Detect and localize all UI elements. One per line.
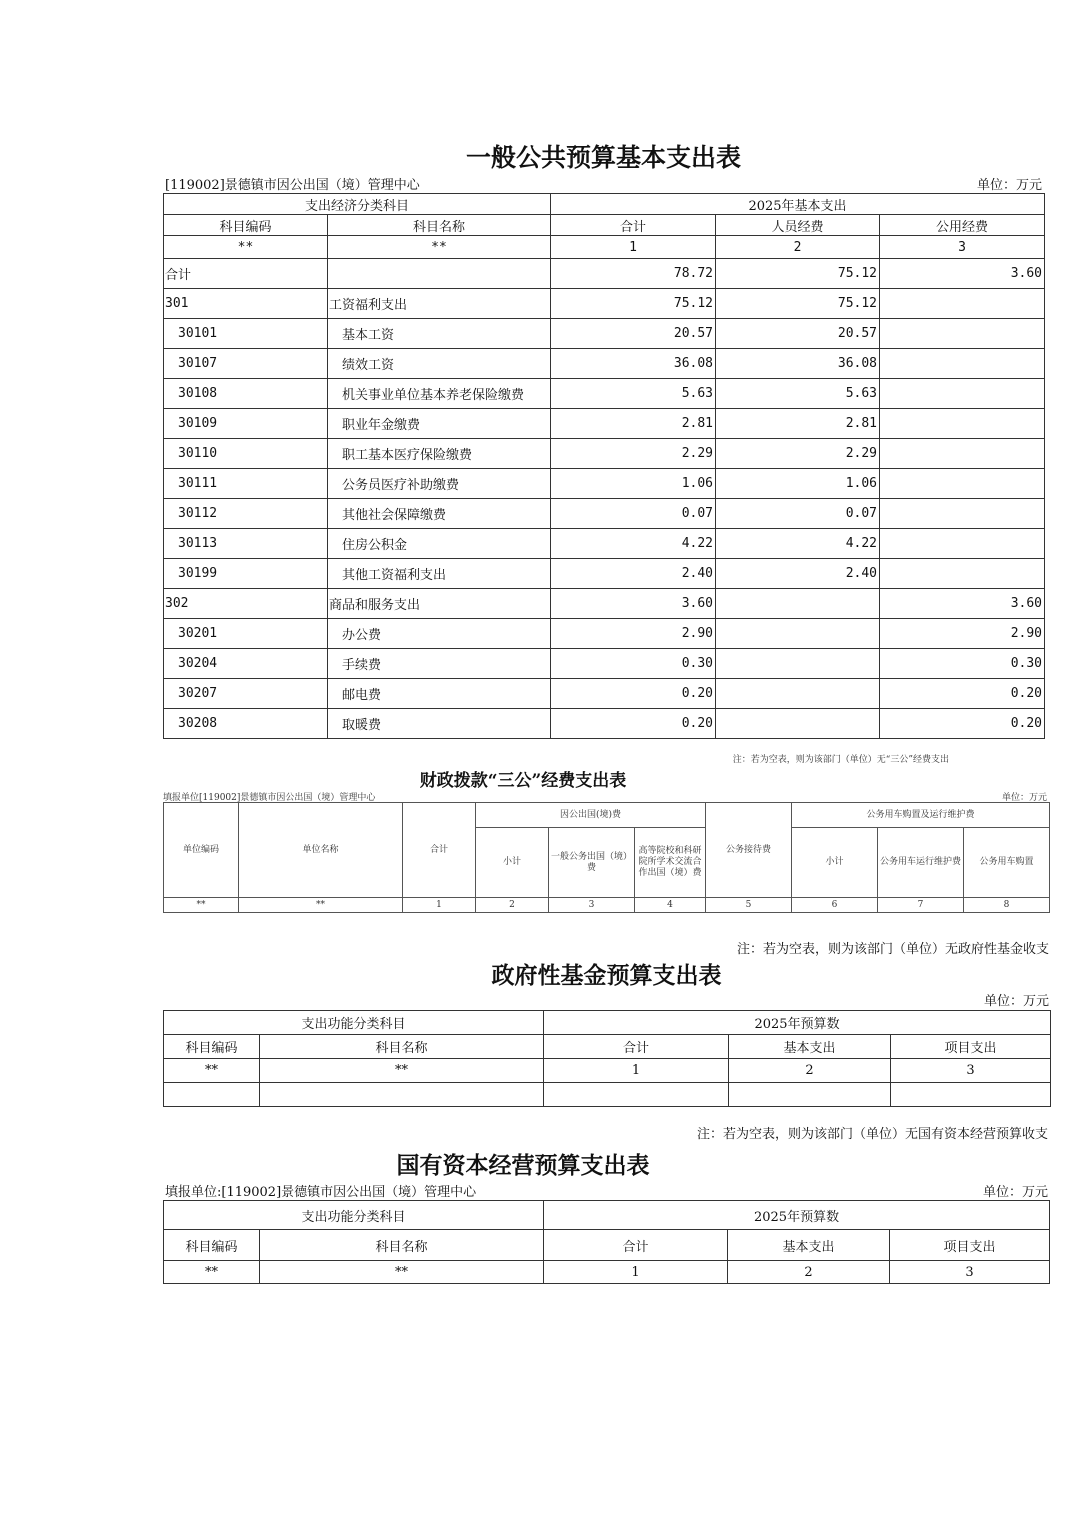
row-code-cell: 30201 bbox=[164, 619, 328, 649]
t4-num-cell: 2 bbox=[728, 1261, 890, 1284]
table-row bbox=[164, 259, 1045, 289]
row-public-cell bbox=[880, 559, 1045, 589]
t1-col-name: 科目名称 bbox=[328, 215, 551, 236]
row-name-cell bbox=[328, 259, 551, 289]
t2-col-academic-abroad: 高等院校和科研院所学术交流合作出国（境）费 bbox=[635, 828, 706, 898]
row-public-cell: 0.30 bbox=[880, 649, 1045, 679]
row-code-cell: 合计 bbox=[164, 259, 328, 289]
t3-empty-cell bbox=[260, 1083, 544, 1107]
row-total-cell: 1.06 bbox=[551, 469, 716, 499]
t1-num-cell: ** bbox=[164, 236, 328, 259]
t2-num-cell: 4 bbox=[635, 898, 706, 913]
row-total-cell: 2.29 bbox=[551, 439, 716, 469]
row-public-cell: 2.90 bbox=[880, 619, 1045, 649]
t4-col-basic: 基本支出 bbox=[728, 1230, 890, 1261]
row-name-cell: 工资福利支出 bbox=[328, 289, 551, 319]
t1-group-left: 支出经济分类科目 bbox=[164, 194, 551, 215]
row-total-cell: 4.22 bbox=[551, 529, 716, 559]
row-name-cell: 职工基本医疗保险缴费 bbox=[328, 439, 551, 469]
t3-group-left: 支出功能分类科目 bbox=[164, 1011, 544, 1035]
row-public-cell bbox=[880, 439, 1045, 469]
t3-empty-cell bbox=[164, 1083, 260, 1107]
row-code-cell: 30208 bbox=[164, 709, 328, 739]
t4-num-cell: 1 bbox=[544, 1261, 728, 1284]
table-row bbox=[164, 499, 1045, 529]
table-row bbox=[164, 709, 1045, 739]
t3-num-cell: 3 bbox=[891, 1059, 1051, 1083]
row-code-cell: 30207 bbox=[164, 679, 328, 709]
t1-num-cell: 2 bbox=[716, 236, 880, 259]
t2-col-reception: 公务接待费 bbox=[706, 803, 792, 898]
row-total-cell: 0.20 bbox=[551, 679, 716, 709]
t1-col-public: 公用经费 bbox=[880, 215, 1045, 236]
t1-num-cell: ** bbox=[328, 236, 551, 259]
row-public-cell bbox=[880, 349, 1045, 379]
row-personnel-cell bbox=[716, 709, 880, 739]
t2-group-abroad: 因公出国(境)费 bbox=[476, 803, 706, 828]
row-name-cell: 邮电费 bbox=[328, 679, 551, 709]
t2-col-vehicle-purchase: 公务用车购置 bbox=[964, 828, 1050, 898]
t4-col-total: 合计 bbox=[544, 1230, 728, 1261]
row-name-cell: 绩效工资 bbox=[328, 349, 551, 379]
t4-col-project: 项目支出 bbox=[890, 1230, 1050, 1261]
row-name-cell: 职业年金缴费 bbox=[328, 409, 551, 439]
row-public-cell bbox=[880, 289, 1045, 319]
row-total-cell: 0.30 bbox=[551, 649, 716, 679]
t2-col-general-abroad: 一般公务出国（境）费 bbox=[549, 828, 635, 898]
row-personnel-cell: 75.12 bbox=[716, 259, 880, 289]
t4-group-left: 支出功能分类科目 bbox=[164, 1201, 544, 1230]
table-row bbox=[164, 439, 1045, 469]
row-name-cell: 其他社会保障缴费 bbox=[328, 499, 551, 529]
row-total-cell: 2.90 bbox=[551, 619, 716, 649]
t4-org: 填报单位:[119002]景德镇市因公出国（境）管理中心 bbox=[165, 1185, 477, 1200]
row-name-cell: 住房公积金 bbox=[328, 529, 551, 559]
t3-col-basic: 基本支出 bbox=[729, 1035, 891, 1059]
t1-group-right: 2025年基本支出 bbox=[551, 194, 1045, 215]
t4-num-cell: 3 bbox=[890, 1261, 1050, 1284]
t4-unit: 单位：万元 bbox=[982, 1185, 1048, 1200]
table-row bbox=[164, 289, 1045, 319]
row-personnel-cell: 2.40 bbox=[716, 559, 880, 589]
t3-unit: 单位：万元 bbox=[983, 994, 1049, 1009]
row-name-cell: 手续费 bbox=[328, 649, 551, 679]
t2-title: 财政拨款“三公”经费支出表 bbox=[419, 771, 627, 791]
t3-empty-cell bbox=[544, 1083, 729, 1107]
row-total-cell: 0.07 bbox=[551, 499, 716, 529]
t4-col-code: 科目编码 bbox=[164, 1230, 260, 1261]
row-personnel-cell: 2.29 bbox=[716, 439, 880, 469]
row-name-cell: 其他工资福利支出 bbox=[328, 559, 551, 589]
row-public-cell bbox=[880, 379, 1045, 409]
row-code-cell: 302 bbox=[164, 589, 328, 619]
t3-num-cell: 1 bbox=[544, 1059, 729, 1083]
row-code-cell: 30101 bbox=[164, 319, 328, 349]
row-personnel-cell: 0.07 bbox=[716, 499, 880, 529]
t2-num-cell: 5 bbox=[706, 898, 792, 913]
row-total-cell: 5.63 bbox=[551, 379, 716, 409]
t2-num-cell: 7 bbox=[878, 898, 964, 913]
t1-num-cell: 3 bbox=[880, 236, 1045, 259]
row-name-cell: 公务员医疗补助缴费 bbox=[328, 469, 551, 499]
row-personnel-cell: 36.08 bbox=[716, 349, 880, 379]
row-total-cell: 2.81 bbox=[551, 409, 716, 439]
t1-title: 一般公共预算基本支出表 bbox=[465, 143, 741, 172]
t1-col-code: 科目编码 bbox=[164, 215, 328, 236]
t2-num-cell: 3 bbox=[549, 898, 635, 913]
t3-num-cell: ** bbox=[260, 1059, 544, 1083]
row-code-cell: 30112 bbox=[164, 499, 328, 529]
row-code-cell: 301 bbox=[164, 289, 328, 319]
row-personnel-cell bbox=[716, 649, 880, 679]
t3-note: 注：若为空表，则为该部门（单位）无政府性基金收支 bbox=[736, 942, 1049, 957]
row-name-cell: 商品和服务支出 bbox=[328, 589, 551, 619]
row-personnel-cell bbox=[716, 619, 880, 649]
t3-group-right: 2025年预算数 bbox=[544, 1011, 1051, 1035]
row-name-cell: 机关事业单位基本养老保险缴费 bbox=[328, 379, 551, 409]
state-capital-table bbox=[163, 1200, 1050, 1284]
t4-title: 国有资本经营预算支出表 bbox=[396, 1152, 650, 1179]
t3-col-name: 科目名称 bbox=[260, 1035, 544, 1059]
t3-title: 政府性基金预算支出表 bbox=[491, 962, 722, 989]
row-personnel-cell: 5.63 bbox=[716, 379, 880, 409]
t2-group-vehicle: 公务用车购置及运行维护费 bbox=[792, 803, 1050, 828]
row-code-cell: 30109 bbox=[164, 409, 328, 439]
t3-col-code: 科目编码 bbox=[164, 1035, 260, 1059]
row-personnel-cell bbox=[716, 589, 880, 619]
table-row bbox=[164, 679, 1045, 709]
row-code-cell: 30110 bbox=[164, 439, 328, 469]
row-name-cell: 基本工资 bbox=[328, 319, 551, 349]
government-fund-table bbox=[163, 1010, 1051, 1107]
row-personnel-cell: 20.57 bbox=[716, 319, 880, 349]
row-public-cell bbox=[880, 319, 1045, 349]
row-public-cell bbox=[880, 499, 1045, 529]
row-code-cell: 30108 bbox=[164, 379, 328, 409]
t1-col-personnel: 人员经费 bbox=[716, 215, 880, 236]
t2-col-unit-name: 单位名称 bbox=[239, 803, 403, 898]
t2-col-total: 合计 bbox=[403, 803, 476, 898]
row-code-cell: 30111 bbox=[164, 469, 328, 499]
row-name-cell: 取暖费 bbox=[328, 709, 551, 739]
row-total-cell: 2.40 bbox=[551, 559, 716, 589]
row-public-cell bbox=[880, 469, 1045, 499]
t1-unit: 单位：万元 bbox=[976, 178, 1042, 193]
basic-expenditure-table bbox=[163, 193, 1045, 739]
row-total-cell: 36.08 bbox=[551, 349, 716, 379]
row-code-cell: 30113 bbox=[164, 529, 328, 559]
row-total-cell: 20.57 bbox=[551, 319, 716, 349]
t4-num-cell: ** bbox=[260, 1261, 544, 1284]
row-code-cell: 30107 bbox=[164, 349, 328, 379]
t2-unit: 单位：万元 bbox=[1001, 793, 1047, 803]
t3-num-cell: ** bbox=[164, 1059, 260, 1083]
row-code-cell: 30204 bbox=[164, 649, 328, 679]
t2-num-cell: 6 bbox=[792, 898, 878, 913]
table-row bbox=[164, 529, 1045, 559]
t1-org: [119002]景德镇市因公出国（境）管理中心 bbox=[165, 178, 420, 193]
row-personnel-cell: 2.81 bbox=[716, 409, 880, 439]
t2-col-unit-code: 单位编码 bbox=[164, 803, 239, 898]
table-row bbox=[164, 649, 1045, 679]
table-row bbox=[164, 349, 1045, 379]
row-total-cell: 78.72 bbox=[551, 259, 716, 289]
t2-num-cell: ** bbox=[239, 898, 403, 913]
t2-num-cell: 2 bbox=[476, 898, 549, 913]
row-name-cell: 办公费 bbox=[328, 619, 551, 649]
t3-num-cell: 2 bbox=[729, 1059, 891, 1083]
t3-empty-cell bbox=[891, 1083, 1051, 1107]
row-personnel-cell: 75.12 bbox=[716, 289, 880, 319]
table-row bbox=[164, 319, 1045, 349]
row-code-cell: 30199 bbox=[164, 559, 328, 589]
t1-col-total: 合计 bbox=[551, 215, 716, 236]
t3-col-project: 项目支出 bbox=[891, 1035, 1051, 1059]
table-row bbox=[164, 619, 1045, 649]
t2-note: 注：若为空表，则为该部门（单位）无“三公”经费支出 bbox=[732, 755, 949, 765]
row-personnel-cell: 4.22 bbox=[716, 529, 880, 559]
t4-num-cell: ** bbox=[164, 1261, 260, 1284]
t3-empty-cell bbox=[729, 1083, 891, 1107]
row-public-cell: 0.20 bbox=[880, 679, 1045, 709]
row-personnel-cell bbox=[716, 679, 880, 709]
t2-col-vehicle-operation: 公务用车运行维护费 bbox=[878, 828, 964, 898]
table-row bbox=[164, 379, 1045, 409]
t2-num-cell: ** bbox=[164, 898, 239, 913]
t1-num-cell: 1 bbox=[551, 236, 716, 259]
table-row bbox=[164, 589, 1045, 619]
table-row bbox=[164, 559, 1045, 589]
t2-num-cell: 1 bbox=[403, 898, 476, 913]
row-total-cell: 3.60 bbox=[551, 589, 716, 619]
table-row bbox=[164, 469, 1045, 499]
row-public-cell bbox=[880, 409, 1045, 439]
t3-col-total: 合计 bbox=[544, 1035, 729, 1059]
t2-col-subtotal-a: 小计 bbox=[476, 828, 549, 898]
table-row bbox=[164, 409, 1045, 439]
row-public-cell: 3.60 bbox=[880, 589, 1045, 619]
t4-col-name: 科目名称 bbox=[260, 1230, 544, 1261]
row-personnel-cell: 1.06 bbox=[716, 469, 880, 499]
three-public-expenses-table bbox=[163, 802, 1050, 913]
t2-org: 填报单位[119002]景德镇市因公出国（境）管理中心 bbox=[163, 793, 376, 803]
row-public-cell: 3.60 bbox=[880, 259, 1045, 289]
row-total-cell: 75.12 bbox=[551, 289, 716, 319]
t2-col-subtotal-b: 小计 bbox=[792, 828, 878, 898]
row-public-cell bbox=[880, 529, 1045, 559]
row-total-cell: 0.20 bbox=[551, 709, 716, 739]
t2-num-cell: 8 bbox=[964, 898, 1050, 913]
row-public-cell: 0.20 bbox=[880, 709, 1045, 739]
t4-group-right: 2025年预算数 bbox=[544, 1201, 1050, 1230]
t4-note: 注：若为空表，则为该部门（单位）无国有资本经营预算收支 bbox=[696, 1127, 1048, 1142]
